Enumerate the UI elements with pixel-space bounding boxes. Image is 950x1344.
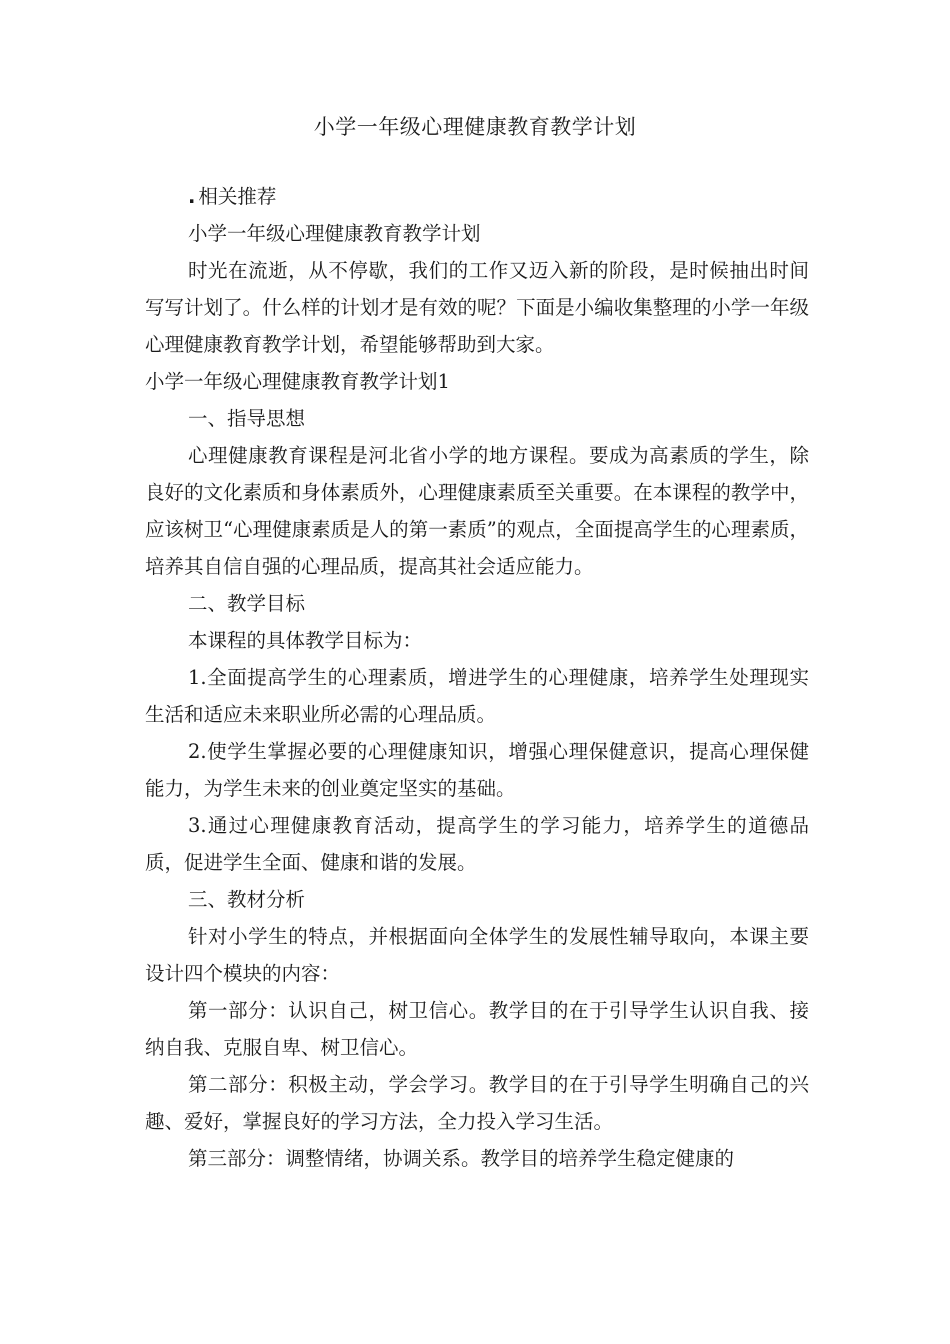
recommend-marker: .	[188, 185, 196, 208]
plan-heading: 小学一年级心理健康教育教学计划1	[145, 370, 450, 393]
textbook-analysis-intro: 针对小学生的特点，并根据面向全体学生的发展性辅导取向，本课主要设计四个模块的内容：	[145, 925, 809, 985]
section-heading-teaching-goals: 二、教学目标	[188, 592, 306, 615]
guiding-thought-paragraph: 心理健康教育课程是河北省小学的地方课程。要成为高素质的学生，除良好的文化素质和身体素质外，心理健康素质至关重要。在本课程的教学中，应该树卫“心理健康素质是人的第一素质”的观点，全面提高学生的心理素质，培养其自信自强的心理品质，提高其社会适应能力。	[145, 444, 809, 578]
section-heading-guiding-thought: 一、指导思想	[188, 407, 306, 430]
section-heading-textbook-analysis: 三、教材分析	[188, 888, 306, 911]
document-subtitle: 小学一年级心理健康教育教学计划	[188, 222, 481, 245]
recommend-label: 相关推荐	[198, 185, 277, 208]
document-title: 小学一年级心理健康教育教学计划	[313, 115, 637, 139]
module-paragraph: 第三部分：调整情绪，协调关系。教学目的培养学生稳定健康的	[188, 1147, 735, 1170]
intro-paragraph: 时光在流逝，从不停歇，我们的工作又迈入新的阶段，是时候抽出时间写写计划了。什么样的计划才是有效的呢？下面是小编收集整理的小学一年级心理健康教育教学计划，希望能够帮助到大家。	[145, 259, 809, 356]
goal-item: 1.全面提高学生的心理素质，增进学生的心理健康，培养学生处理现实生活和适应未来职业所必需的心理品质。	[145, 666, 809, 726]
document-body	[145, 178, 809, 1177]
recommend-line	[145, 178, 809, 215]
goal-item: 2.使学生掌握必要的心理健康知识，增强心理保健意识，提高心理保健能力，为学生未来的创业奠定坚实的基础。	[145, 740, 809, 800]
teaching-goals-intro: 本课程的具体教学目标为：	[188, 629, 423, 652]
goal-item: 3.通过心理健康教育活动，提高学生的学习能力，培养学生的道德品质，促进学生全面、健康和谐的发展。	[145, 814, 809, 874]
module-paragraph: 第二部分：积极主动，学会学习。教学目的在于引导学生明确自己的兴趣、爱好，掌握良好的学习方法，全力投入学习生活。	[145, 1073, 809, 1133]
module-paragraph: 第一部分：认识自己，树卫信心。教学目的在于引导学生认识自我、接纳自我、克服自卑、树卫信心。	[145, 999, 809, 1059]
